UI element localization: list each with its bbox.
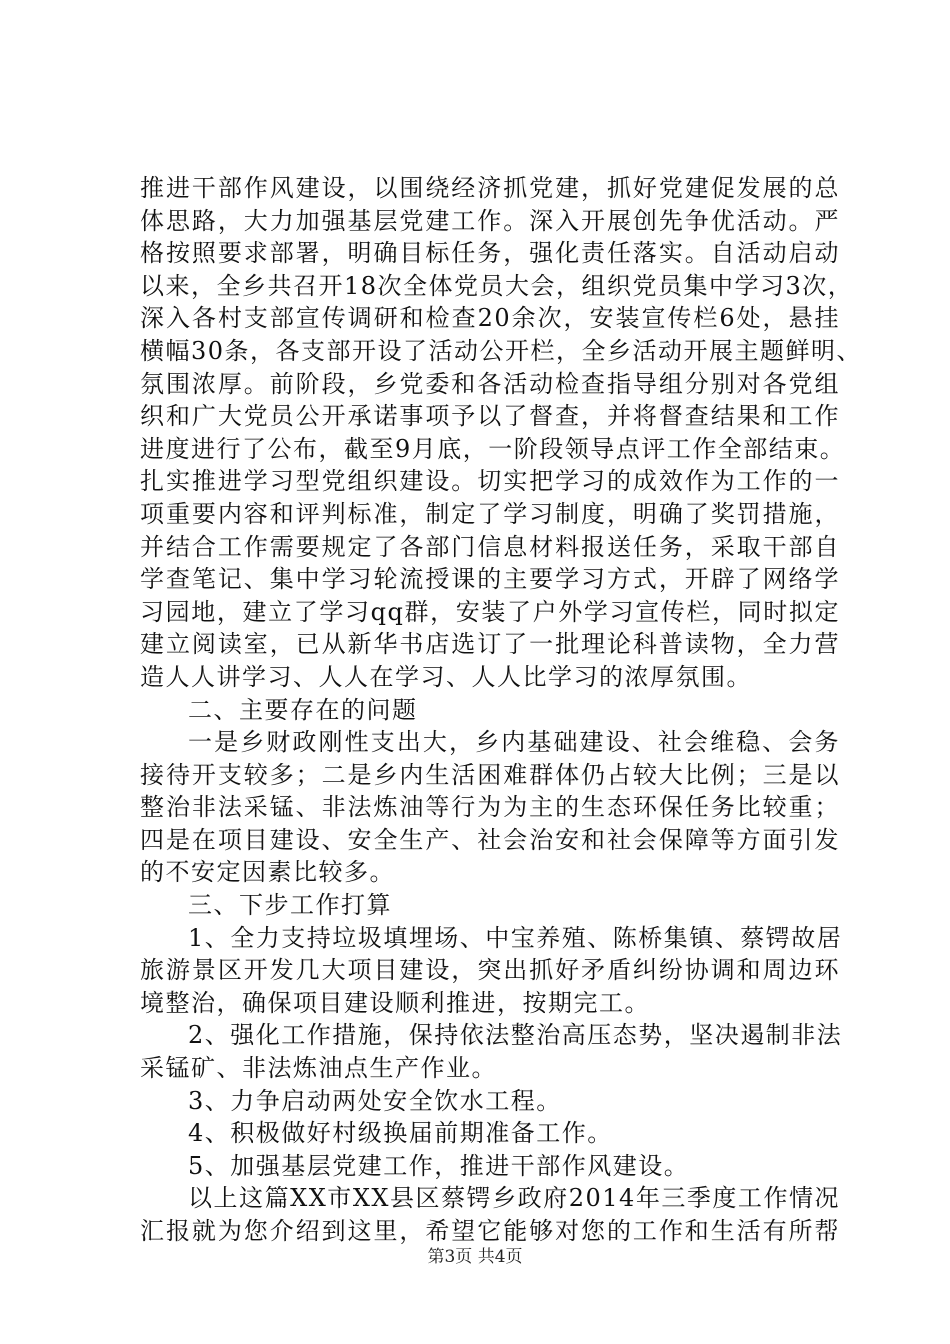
document-body: [140, 172, 863, 1248]
text-line: 氛围浓厚。前阶段，乡党委和各活动检查指导组分别对各党组: [140, 369, 840, 398]
text-line: 汇报就为您介绍到这里，希望它能够对您的工作和生活有所帮: [140, 1217, 840, 1245]
text-line: 推进干部作风建设，以围绕经济抓党建，抓好党建促发展的总: [140, 174, 840, 202]
text-line: 格按照要求部署，明确目标任务，强化责任落实。自活动启动: [140, 239, 840, 268]
text-line: 造人人讲学习、人人在学习、人人比学习的浓厚氛围。: [140, 662, 752, 691]
text-line: 习园地，建立了学习qq群，安装了户外学习宣传栏，同时拟定: [140, 597, 840, 626]
text-line: 1、全力支持垃圾填埋场、中宝养殖、陈桥集镇、蔡锷故居: [188, 923, 843, 952]
page-footer: 第3页 共4页: [427, 1247, 523, 1267]
text-line: 织和广大党员公开承诺事项予以了督查，并将督查结果和工作: [140, 402, 840, 431]
text-line: 以来，全乡共召开18次全体党员大会，组织党员集中学习3次，: [140, 271, 854, 300]
text-line: 扎实推进学习型党组织建设。切实把学习的成效作为工作的一: [140, 467, 840, 496]
text-line: 项重要内容和评判标准，制定了学习制度，明确了奖罚措施，: [140, 499, 840, 528]
text-line: 体思路，大力加强基层党建工作。深入开展创先争优活动。严: [140, 206, 840, 235]
text-line: 旅游景区开发几大项目建设，突出抓好矛盾纠纷协调和周边环: [140, 956, 840, 985]
text-line: 并结合工作需要规定了各部门信息材料报送任务，采取干部自: [140, 532, 840, 561]
text-line: 一是乡财政刚性支出大，乡内基础建设、社会维稳、会务: [188, 728, 840, 757]
text-line: 2、强化工作措施，保持依法整治高压态势，坚决遏制非法: [188, 1021, 843, 1050]
text-line: 的不安定因素比较多。: [140, 858, 395, 887]
text-line: 深入各村支部宣传调研和检查20余次，安装宣传栏6处，悬挂: [140, 304, 840, 333]
text-line: 5、加强基层党建工作，推进干部作风建设。: [188, 1151, 690, 1180]
text-line: 接待开支较多；二是乡内生活困难群体仍占较大比例；三是以: [140, 760, 840, 789]
text-line: 建立阅读室，已从新华书店选订了一批理论科普读物，全力营: [140, 630, 840, 659]
text-line: 三、下步工作打算: [188, 891, 392, 920]
text-line: 整治非法采锰、非法炼油等行为为主的生态环保任务比较重；: [140, 793, 840, 822]
text-line: 采锰矿、非法炼油点生产作业。: [140, 1054, 497, 1083]
text-line: 四是在项目建设、安全生产、社会治安和社会保障等方面引发: [140, 825, 840, 854]
text-line: 以上这篇XX市XX县区蔡锷乡政府2014年三季度工作情况: [188, 1184, 840, 1213]
text-line: 横幅30条，各支部开设了活动公开栏，全乡活动开展主题鲜明、: [140, 336, 863, 365]
text-line: 学查笔记、集中学习轮流授课的主要学习方式，开辟了网络学: [140, 565, 840, 594]
text-line: 4、积极做好村级换届前期准备工作。: [188, 1119, 613, 1148]
text-line: 境整治，确保项目建设顺利推进，按期完工。: [140, 988, 650, 1017]
text-line: 二、主要存在的问题: [188, 695, 418, 724]
text-line: 3、力争启动两处安全饮水工程。: [188, 1086, 562, 1115]
text-line: 进度进行了公布，截至9月底，一阶段领导点评工作全部结束。: [140, 434, 846, 463]
